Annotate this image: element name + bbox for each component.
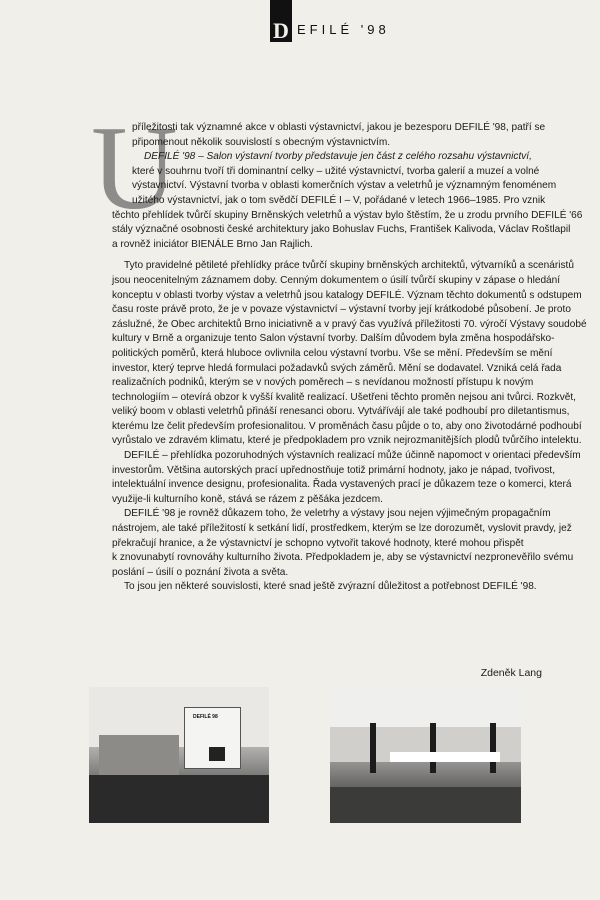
text-line: To jsou jen některé souvislosti, které snad ještě zvýrazní důležitost a potřebnost DEFILÉ '98. [124,581,537,593]
exhibition-photo-left [89,687,269,823]
text-line: které v souhrnu tvoří tři dominantní celky – užité výstavnictví, tvorba galerií a muzeí a volné [132,165,540,177]
text-line: intelektuální invence designu, profesionalita. Řada vystavených prací je důkazem teze o komerci, která [112,479,572,491]
text-line: připomenout několik souvislostí s obecným výstavnictvím. [132,136,391,148]
text-line: stály význačné osobnosti české architektury jako Bohuslav Fuchs, František Kalivoda, Václav Roštlapil [112,224,571,236]
text-line: času roste právě proto, že je v povaze výstavnictví – výstavní tvorby její krátkodobé působení. Je proto [112,304,571,316]
photo-dark-box [209,747,225,761]
text-line: překračují hranice, a že výstavnictví je schopno vytvořit takové hodnoty, které mohou přispět [112,537,524,549]
paragraph-3 [112,259,587,449]
text-line: investor, který teprve hledá formulaci požadavků svých záměrů. Mění se dodavatel. Vzniká celá řada [112,362,562,374]
header-brand-initial: D [273,18,290,43]
text-line: vyrůstalo ve zdravém klimatu, které je předpokladem pro vznik nejrozmanitějších plodů tvůrčího intelektu. [112,435,582,447]
photo-ceiling [330,687,521,727]
exhibition-photo-right [330,687,521,823]
photo-display-model [99,735,179,775]
paragraph-5 [112,507,574,580]
paragraph-1 [112,121,552,150]
text-line: nástrojem, ale také příležitostí k setkání lidí, prostředkem, kterým se lze dorozumět, vyslovit pravdy, jež [112,523,572,535]
text-line: DEFILÉ '98 – Salon výstavní tvorby představuje jen část z celého rozsahu výstavnictví, [144,151,532,163]
text-line: politických poměrů, která hluboce ovlivnila celou výstavní tvorbu. Vše se mění. Především se mění [112,347,553,359]
paragraph-2 [112,150,583,252]
text-line: výstavnictví. Výstavní tvorba v oblasti komerčních výstav a veletrhů je významným fenoménem [132,180,557,192]
photo-floor [330,787,521,823]
paragraph-4 [112,449,581,507]
paragraph-6 [112,580,552,595]
text-line: kultury v Brně a organizuje tento Salon výstavní tvorby. Dalším důvodem byla změna hospodářsko- [112,333,555,345]
text-line: k znovunabytí rovnováhy kulturního života. Předpokladem je, aby se výstavnictví nezpronevěřilo svému [112,552,574,564]
text-line: DEFILÉ '98 je rovněž důkazem toho, že veletrhy a výstavy jsou nejen výjimečným propagačním [124,508,551,520]
text-line: realizačních podniků, kterým se v nových poměrech – s nevídanou možností přístupu k novým [112,377,534,389]
text-line: těchto přehlídek tvůrčí skupiny Brněnských veletrhů a výstav bylo štěstím, že u zrodu prvního DEFILÉ '66 [112,209,583,221]
text-line: užitého výstavnictví, jak o tom svědčí DEFILÉ I – V, pořádané v letech 1966–1985. Pro vznik [132,194,546,206]
text-line: DEFILÉ – přehlídka pozoruhodných výstavních realizací může účinně napomoct v orientaci především [124,450,581,462]
photo-column [370,723,376,773]
article-body [112,121,587,595]
text-line: konceptu v oblasti tvorby výstav a veletrhů jsou katalogy DEFILÉ. Význam těchto dokumentů s odstupem [112,289,582,301]
photo-table [390,752,500,762]
header-brand-name: EFILÉ '98 [297,22,390,37]
photo-column [430,723,436,773]
author-signature: Zdeněk Lang [480,667,542,679]
text-line: veliký boom v oblasti veletrhů přináší renesanci oboru. Vytvářívájí ale také podhoubí pro diletantismus, [112,406,570,418]
text-line: využije-li kulturního koně, stává se rázem z pěšáka jezdcem. [112,493,383,505]
drop-cap: U [91,101,178,234]
text-line: a rovněž iniciátor BIENÁLE Brno Jan Rajlich. [112,238,313,250]
text-line: kterému lze čelit především profesionalitou. V proměnách času půjde o to, aby ono životodárné podhoubí [112,420,582,432]
text-line: technologiím – otevírá obzor k vyšší kvalitě realizací. Ušetřeni těchto proměn nejsou ani tvůrci. Rozkvět, [112,391,576,403]
text-line: jsou neocenitelným záznamem doby. Cenným dokumentem o úsilí tvůrčí skupiny v zápase o hledání [112,274,561,286]
photo-column [490,723,496,773]
text-line: Tyto pravidelné pětileté přehlídky práce tvůrčí skupiny brněnských architektů, výtvarníků a scenáristů [124,260,574,272]
text-line: příležitosti tak významné akce v oblasti výstavnictví, jakou je bezesporu DEFILÉ '98, patří se [132,122,546,133]
photo-floor [89,775,269,823]
text-line: poslání – úsilí o poznání života a světa. [112,566,289,578]
text-line: investorům. Většina autorských prací upřednostňuje totiž primární hodnoty, jako je nápad, tvořivost, [112,464,556,476]
photo-sign-text: DEFILÉ 98 [193,714,218,720]
text-line: záslužné, že Obec architektů Brno iniciativně a v pravý čas využívá příležitosti 70. výročí Výstavy soudobé [112,318,587,330]
